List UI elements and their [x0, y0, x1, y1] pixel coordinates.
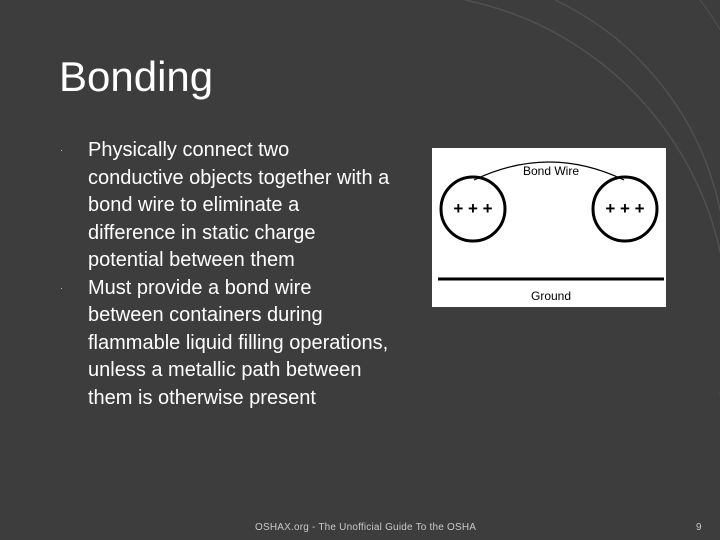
bullet-list: [60, 137, 390, 412]
slide-title: Bonding: [59, 53, 214, 100]
ground-label: Ground: [530, 289, 572, 303]
footer-text: OSHAX.org - The Unofficial Guide To the OSHA: [255, 522, 477, 533]
bullet-text: Physically connect two conductive objects together with a bond wire to eliminate a difference in static charge potential between them: [88, 139, 390, 271]
bullet-text: Must provide a bond wire between containers during flammable liquid filling operations, unless a metallic path between them is otherwise present: [88, 276, 389, 409]
bonding-diagram: [432, 148, 666, 307]
bonding-diagram-svg: [432, 148, 666, 307]
bullet-item: [60, 275, 390, 413]
bullet-marker: ·: [60, 282, 63, 293]
bullet-item: [60, 137, 390, 275]
page-number: 9: [696, 522, 702, 533]
right-charge-label: + + +: [605, 199, 645, 218]
bullet-marker: ·: [60, 145, 63, 155]
left-charge-label: + + +: [453, 199, 493, 218]
bond-wire-label: Bond Wire: [522, 164, 580, 178]
